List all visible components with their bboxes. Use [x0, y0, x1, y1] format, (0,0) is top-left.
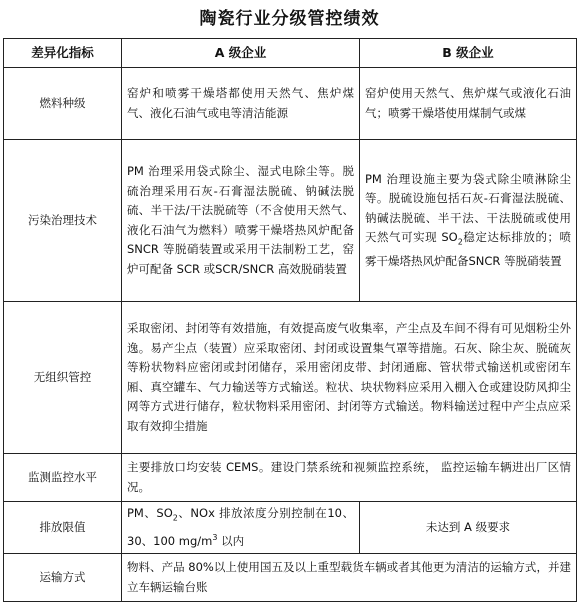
merged-cell: 采取密闭、封闭等有效措施，有效提高废气收集率，产尘点及车间不得有可见烟粉尘外逸。易产尘点（装置）应采取密闭、封闭或设置集气罩等措施。石灰、除尘灰、脱硫灰等粉状物料应密闭或封闭储存，采用密闭皮带、封闭通廊、管状带式输送机或密闭车厢、真空罐车、气力输送等方式输送。粒状、块状物料应采用入棚入仓或建设防风抑尘网等方式进行储存，粒状物料采用密闭、封闭等方式输送。物料输送过程中产尘点应采取有效抑尘措施: [122, 302, 577, 454]
table-row: [4, 554, 577, 602]
grade-a-cell: [122, 502, 360, 554]
subscript: 2: [457, 237, 463, 247]
row-label: 燃料种级: [4, 68, 122, 140]
grade-a-cell: 窑炉和喷雾干燥塔都使用天然气、焦炉煤气、液化石油气或电等清洁能源: [122, 68, 360, 140]
table-row: [4, 502, 577, 554]
grade-b-cell: 未达到 A 级要求: [360, 502, 577, 554]
table-row: [4, 68, 577, 140]
table-row: [4, 140, 577, 302]
grade-b-cell: [360, 140, 577, 302]
cell-text: 以内: [217, 533, 245, 548]
table-header-row: [4, 39, 577, 68]
row-label: 监测监控水平: [4, 454, 122, 502]
row-label: 污染治理技术: [4, 140, 122, 302]
cell-text: PM 治理设施主要为袋式除尘喷淋除尘等。脱硫设施包括石灰-石膏湿法脱硫、钠碱法脱硫、半干法、干法脱硫或使用天然气可实现 SO: [365, 171, 571, 245]
grade-b-cell: 窑炉使用天然气、焦炉煤气或液化石油气；喷雾干燥塔使用煤制气或煤: [360, 68, 577, 140]
grade-a-cell: PM 治理采用袋式除尘、湿式电除尘等。脱硫治理采用石灰-石膏湿法脱硫、钠碱法脱硫、半干法/干法脱硫等（不含使用天然气、液化石油气为燃料）喷雾干燥塔热风炉配备 SNCR 等脱硝装置或采用干法制粉工艺，窑炉可配备 SCR 或SCR/SNCR 高效脱硝装置: [122, 140, 360, 302]
row-label: 运输方式: [4, 554, 122, 602]
table-row: [4, 302, 577, 454]
table-row: [4, 454, 577, 502]
merged-cell: 物料、产品 80%以上使用国五及以上重型载货车辆或者其他更为清洁的运输方式，并建立车辆运输台账: [122, 554, 577, 602]
header-grade-b: B 级企业: [360, 39, 577, 68]
row-label: 无组织管控: [4, 302, 122, 454]
performance-table: [3, 38, 577, 602]
header-indicator: 差异化指标: [4, 39, 122, 68]
header-grade-a: A 级企业: [122, 39, 360, 68]
merged-cell: 主要排放口均安装 CEMS。建设门禁系统和视频监控系统， 监控运输车辆进出厂区情况。: [122, 454, 577, 502]
page-title: 陶瓷行业分级管控绩效: [199, 9, 380, 29]
subscript: 2: [172, 513, 178, 523]
superscript: 3: [212, 532, 218, 542]
cell-text: 稳定达标排放的；喷雾干燥塔热风炉配备SNCR 等脱硝装置: [365, 230, 571, 268]
row-label: 排放限值: [4, 502, 122, 554]
cell-text: PM、SO: [127, 506, 173, 520]
cell-text: 、NOx 排放浓度分别控制在10、30、100 mg/m: [127, 506, 355, 548]
